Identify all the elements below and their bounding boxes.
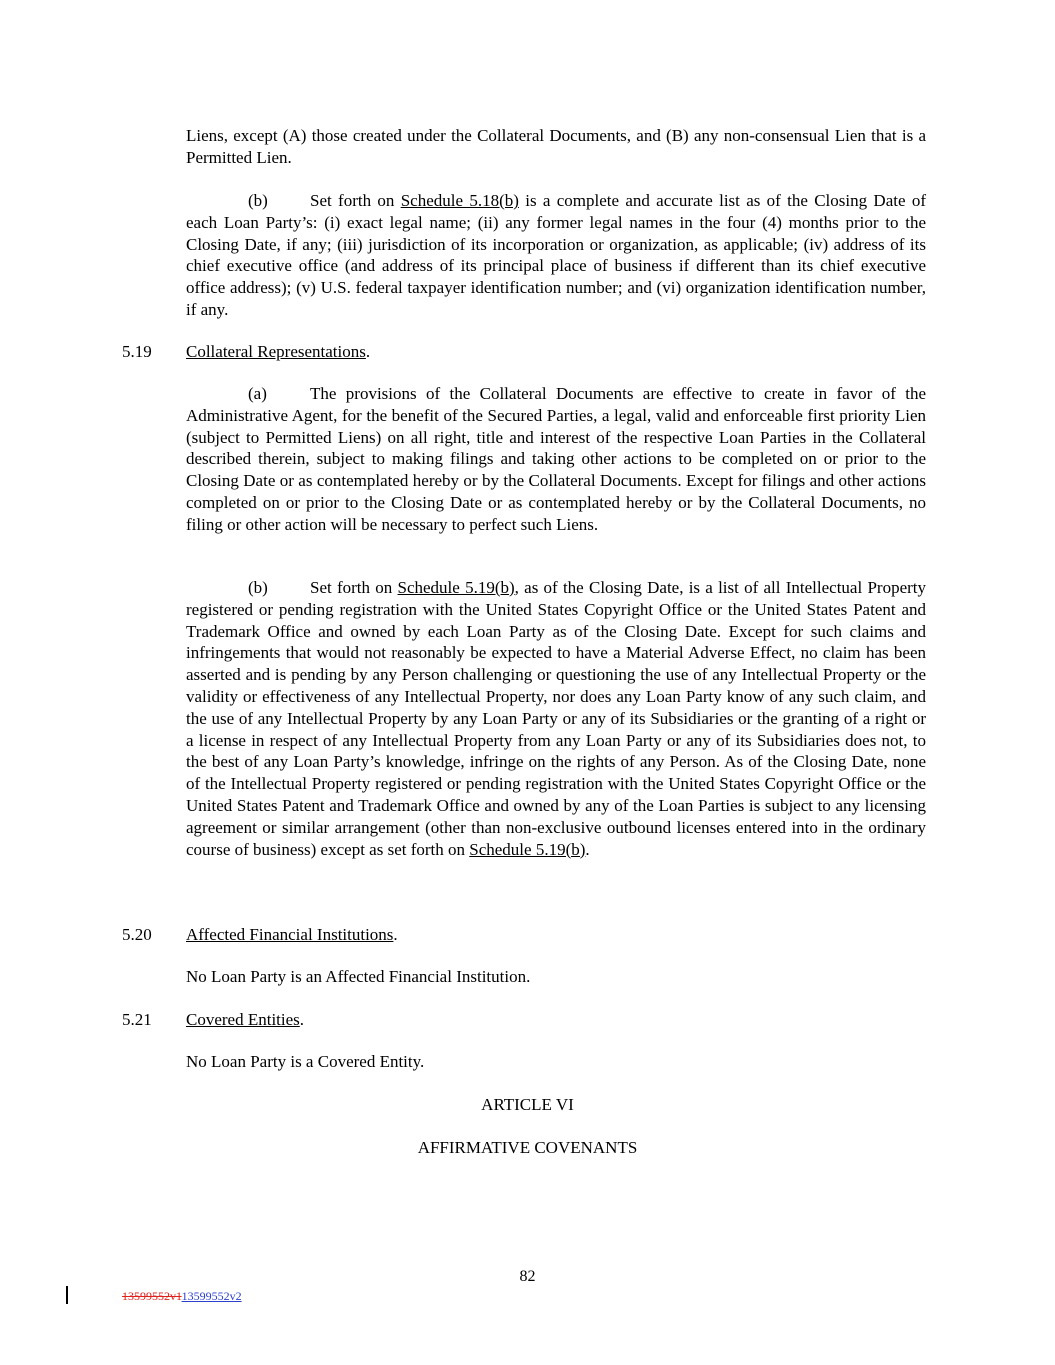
section-title: Collateral Representations — [186, 342, 366, 361]
section-title-period: . — [393, 925, 398, 944]
section-5-20-heading — [122, 924, 398, 946]
section-5-20-body — [186, 966, 926, 988]
document-id-deleted: 13599552v1 — [122, 1289, 182, 1303]
document-id-inserted: 13599552v2 — [181, 1289, 242, 1303]
schedule-reference: Schedule 5.19(b) — [469, 839, 586, 859]
article-number: ARTICLE VI — [481, 1095, 574, 1114]
section-title: Affected Financial Institutions — [186, 925, 394, 944]
section-body-text: No Loan Party is an Affected Financial Institution. — [186, 967, 531, 986]
schedule-reference: Schedule 5.19(b) — [397, 578, 515, 597]
paragraph-text: The provisions of the Collateral Documents are effective to create in favor of the Administrative Agent, for the benefit of the Secured Parties, a legal, valid and enforceable first priority Lien (subject to Permitted Liens) on all right, title and interest of the respective Loan Parties in the Collateral described therein, subject to making filings and taking other actions to be completed on or prior to the Closing Date or as contemplated hereby or by the Collateral Documents. Except for filings and other actions completed on or prior to the Closing Date or as contemplated hereby or by the Collateral Documents, no filing or other action will be necessary to perfect such Liens. — [186, 384, 926, 534]
section-number: 5.19 — [122, 342, 152, 361]
paragraph-text: , as of the Closing Date, is a list of all Intellectual Property registered or pending registration with the United States Copyright Office or the United States Patent and Trademark Office and owned by each Loan Party as of the Closing Date. Except for such claims and infringements that would not reasonably be expected to have a Material Adverse Effect, no claim has been asserted and is pending by any Person challenging or questioning the use of any Intellectual Property or the validity or effectiveness of any Intellectual Property, nor does any Loan Party know of any such claim, and the use of any Intellectual Property by any Loan Party or any of its Subsidiaries or the granting of a right or a license in respect of any Intellectual Property from any Loan Party or any of its Subsidiaries does not, to the best of any Loan Party’s knowledge, infringe on the rights of any Person. As of the Closing Date, none of the Intellectual Property registered or pending registration with the United States Copyright Office or the United States Patent and Trademark Office and owned by any of the Loan Parties is subject to any licensing agreement or similar arrangement (other than non-exclusive outbound licenses entered into in the ordinary course of business) except as set forth on — [186, 578, 926, 859]
page-number: 82 — [519, 1268, 536, 1285]
document-id — [122, 1289, 242, 1304]
schedule-reference: Schedule 5.18(b) — [400, 191, 519, 210]
paragraph-5-19-a — [186, 383, 926, 536]
intro-paragraph — [186, 125, 926, 169]
paragraph-text: Set forth on — [310, 191, 401, 210]
paragraph-text: Set forth on — [310, 578, 398, 597]
section-title-period: . — [299, 1010, 305, 1029]
section-body-text: No Loan Party is a Covered Entity. — [186, 1052, 425, 1071]
section-number: 5.20 — [122, 925, 152, 944]
section-number: 5.21 — [122, 1010, 152, 1029]
paragraph-text: is a complete and accurate list as of the Closing Date of each Loan Party’s: (i) exact legal name; (ii) any former legal names in the four (4) months prior to the Closing Date, if any; (iii) jurisdiction of its incorporation or organization, as applicable; (iv) address of its chief executive office (and address of its principal place of business if different than its chief executive office address); (v) U.S. federal taxpayer identification number; and (vi) organization identification number, if any. — [186, 191, 926, 319]
intro-text: Liens, except (A) those created under the Collateral Documents, and (B) any non-consensual Lien that is a Permitted Lien. — [186, 126, 926, 167]
section-5-19-heading — [122, 341, 370, 363]
section-title-period: . — [365, 342, 371, 361]
paragraph-label: (a) — [248, 384, 267, 403]
change-bar — [66, 1286, 68, 1304]
section-5-21-body — [186, 1051, 926, 1073]
section-title: Covered Entities — [186, 1010, 300, 1029]
paragraph-5-18-b — [186, 190, 926, 321]
section-5-21-heading — [122, 1009, 304, 1031]
paragraph-label: (b) — [248, 191, 268, 210]
paragraph-5-19-b — [186, 577, 926, 860]
paragraph-text: . — [585, 839, 590, 859]
paragraph-label: (b) — [248, 578, 268, 597]
article-title: AFFIRMATIVE COVENANTS — [417, 1138, 638, 1157]
